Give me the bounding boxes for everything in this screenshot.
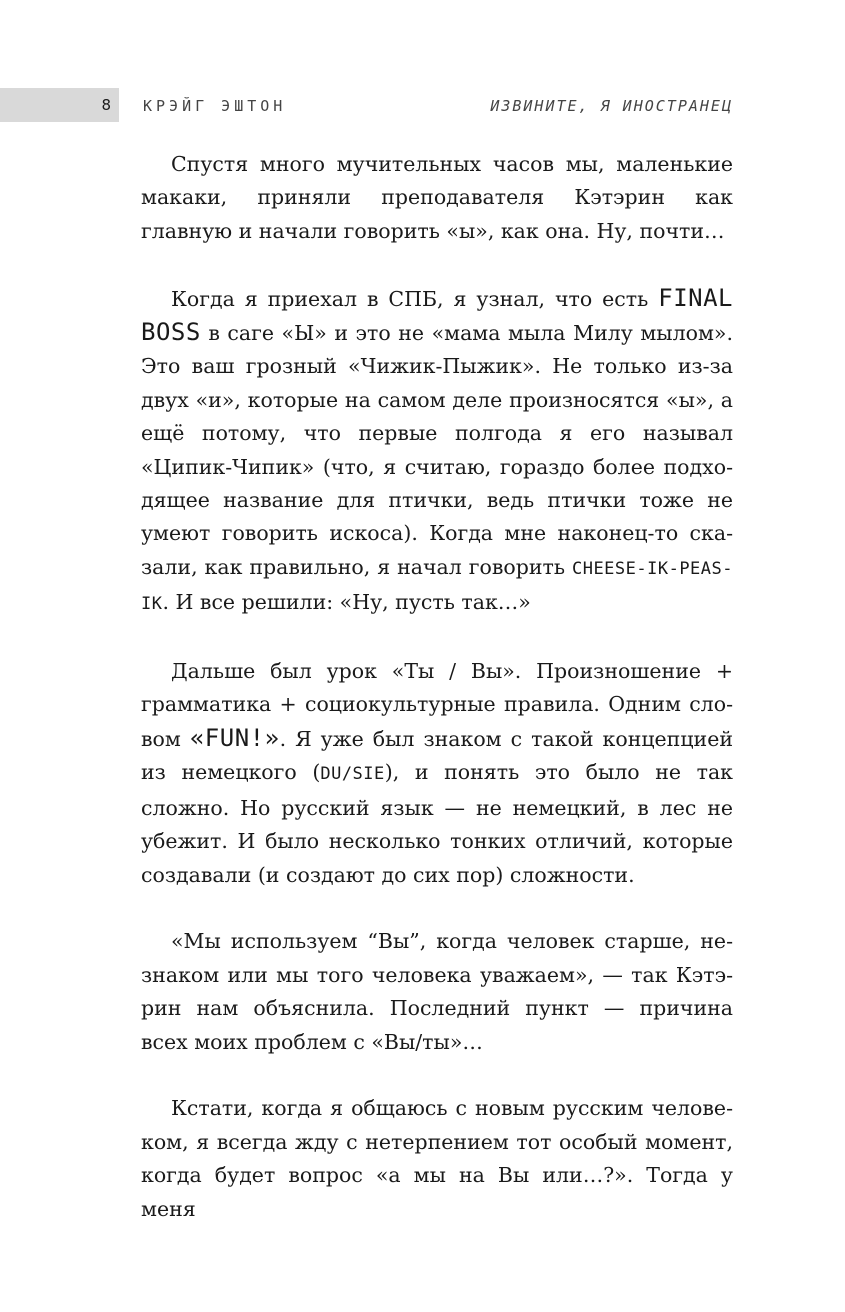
page-number: 8 <box>101 96 111 114</box>
paragraph-2-text-c: в саге «Ы» и это не «мама мыла Милу мылом». Это ваш грозный «Чижик-Пыжик». Не только из-за двух «и», которые на самом деле произносятся «ы», а ещё потому, что первые полгода я его называл «Ципик-Чипик» (что, я считаю, гораздо более подходящее название для птички, ведь птички тоже не умеют говорить искоса). Когда мне наконец-то сказали, как правильно, я начал говорить <box>141 321 733 579</box>
fun-emphasis: «FUN!» <box>189 723 280 752</box>
body-text <box>141 148 733 1259</box>
running-header-title: ИЗВИНИТЕ, Я ИНОСТРАНЕЦ <box>490 97 733 115</box>
paragraph-3 <box>141 655 733 892</box>
final-boss-emphasis: FINAL BOSS <box>141 283 733 347</box>
paragraph-2 <box>141 282 733 622</box>
running-header-author: КРЭЙГ ЭШТОН <box>143 97 287 115</box>
paragraph-3-text-a: Дальше был урок «Ты / Вы». Произношение + грамматика + социокультурные правила. Одним словом <box>141 659 733 751</box>
running-header <box>0 88 845 122</box>
paragraph-3-text-c: . Я уже был знаком с такой концепцией из немецкого ( <box>141 726 733 785</box>
paragraph-2-text-a: Когда я приехал в СПБ, я узнал, что есть <box>171 286 659 311</box>
paragraph-5: Кстати, когда я общаюсь с новым русским человеком, я всегда жду с нетерпением тот особый момент, когда будет вопрос «а мы на Вы или…?». Тогда у меня <box>141 1096 733 1221</box>
cheese-ik-peas-ik-emphasis: CHEESE-IK-PEAS-IK <box>141 558 733 615</box>
paragraph-1: Спустя много мучительных часов мы, маленькие макаки, приняли преподавателя Кэтэрин как главную и начали говорить «ы», как она. Ну, почти… <box>141 152 733 243</box>
page-number-tab <box>0 88 119 122</box>
du-sie-emphasis: DU/SIE <box>320 764 385 785</box>
paragraph-4: «Мы используем “Вы”, когда человек старше, незнаком или мы того человека уважаем», — так Кэтэрин нам объяснила. Последний пункт — причина всех моих проблем с «Вы/ты»… <box>141 929 733 1054</box>
paragraph-3-text-e: ), и понять это было не так сложно. Но русский язык — не немецкий, в лес не убежит. И было несколько тонких отличий, которые создавали (и создают до сих пор) сложности. <box>141 760 733 887</box>
paragraph-2-text-e: . И все решили: «Ну, пусть так…» <box>162 590 531 615</box>
